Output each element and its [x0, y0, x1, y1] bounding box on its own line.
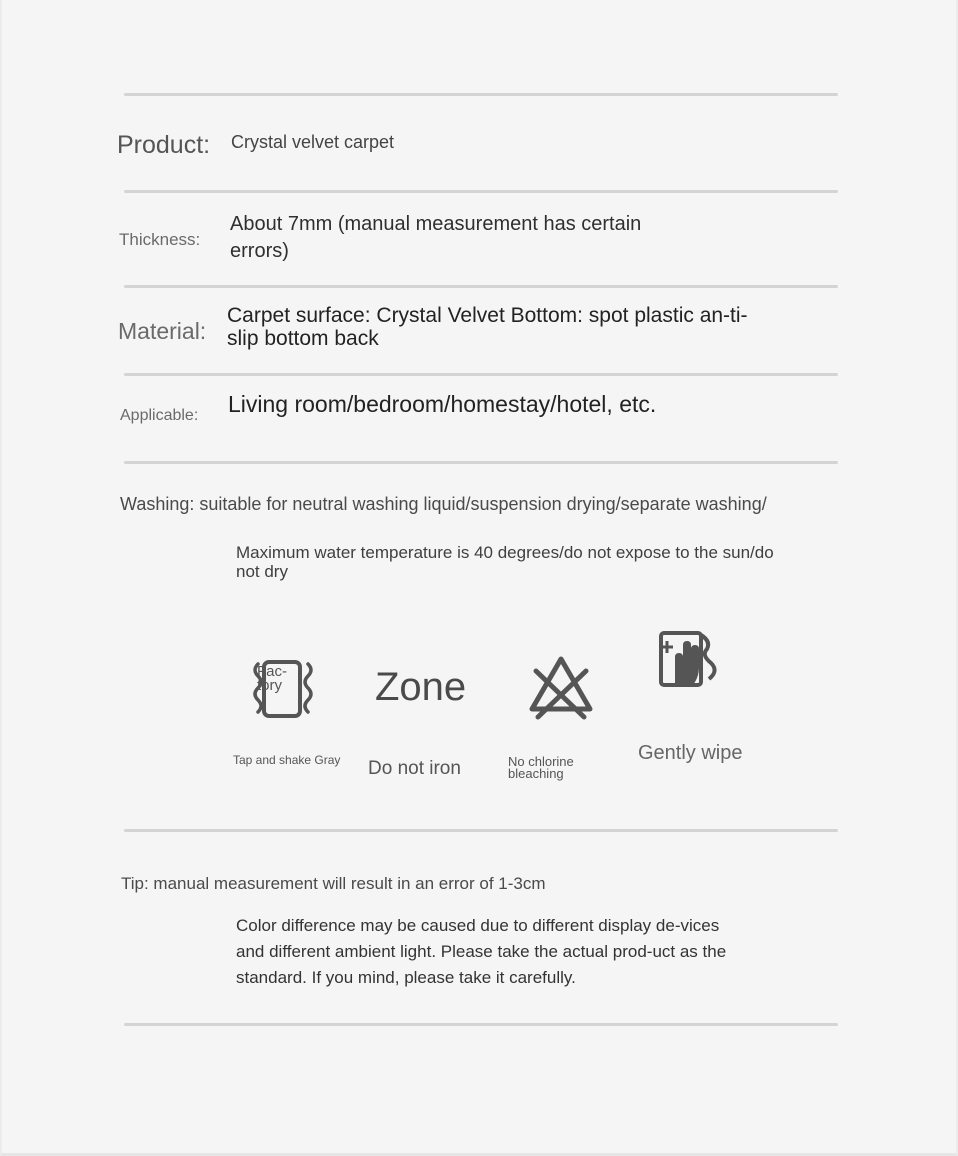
- divider: [124, 461, 838, 464]
- thickness-value: About 7mm (manual measurement has certain errors): [230, 213, 642, 262]
- gentle-wipe-caption: Gently wipe: [638, 742, 743, 764]
- measurement-tip: Tip: manual measurement will result in an error of 1-3cm: [121, 874, 546, 893]
- material-value: Carpet surface: Crystal Velvet Bottom: spot plastic an-ti-slip bottom back: [227, 304, 748, 350]
- divider: [124, 1023, 838, 1026]
- washing-temperature-note: Maximum water temperature is 40 degrees/do not expose to the sun/do not dry: [236, 543, 774, 581]
- zone-text: Zone: [375, 665, 467, 709]
- tap-shake-caption: Tap and shake Gray: [233, 753, 341, 767]
- thickness-label: Thickness:: [119, 230, 201, 249]
- applicable-label: Applicable:: [120, 407, 199, 424]
- gentle-wipe-icon: [657, 627, 719, 693]
- product-value: Crystal velvet carpet: [231, 132, 395, 152]
- applicable-value: Living room/bedroom/homestay/hotel, etc.: [228, 391, 657, 417]
- tap-icon-text: Fac-tory: [257, 663, 287, 694]
- divider: [124, 285, 838, 288]
- product-label: Product:: [117, 131, 211, 159]
- divider: [124, 190, 838, 193]
- material-label: Material:: [118, 318, 207, 344]
- divider: [124, 829, 838, 832]
- washing-instructions: Washing: suitable for neutral washing liquid/suspension drying/separate washing/: [120, 494, 767, 514]
- no-bleach-caption: No chlorine bleaching: [508, 754, 574, 781]
- divider: [124, 93, 838, 96]
- color-difference-note: Color difference may be caused due to different display de-vices and different ambient light. Please take the actual prod-uct as the standard. If you mind, please take it carefully.: [236, 916, 727, 987]
- divider: [124, 373, 838, 376]
- no-bleach-icon: [526, 653, 596, 721]
- no-iron-caption: Do not iron: [368, 758, 461, 779]
